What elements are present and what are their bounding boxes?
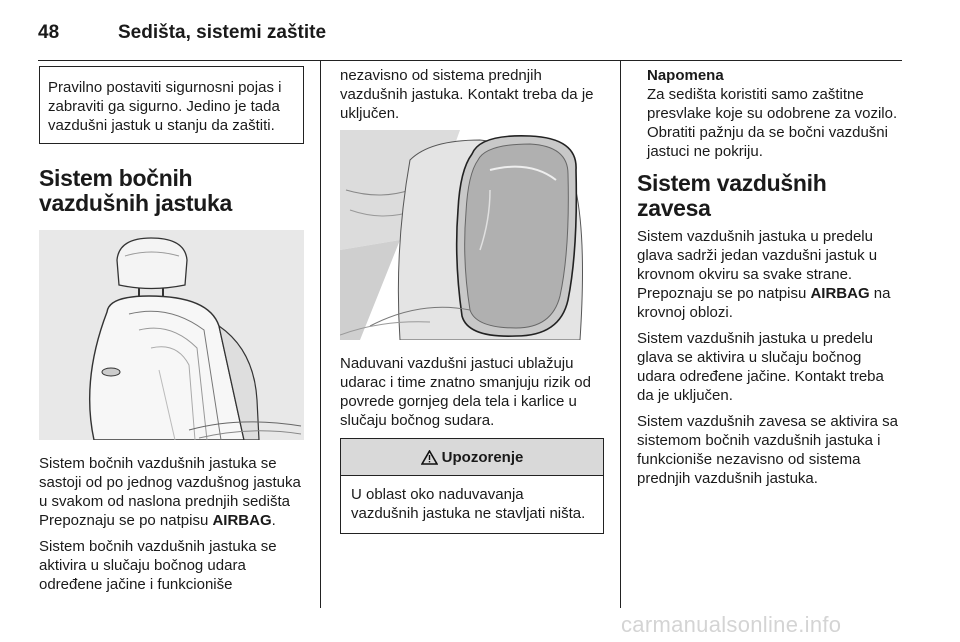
warning-triangle-icon (421, 450, 438, 465)
independent-system-text: nezavisno od sistema prednjih vazdušnih jastuka. Kontakt treba da je uključen. (340, 67, 594, 122)
inflated-side-airbag-illustration (340, 130, 604, 340)
side-airbag-activation: Sistem bočnih vazdušnih jastuka se aktivira u slučaju bočnog udara određene jačine i funkcioniše (39, 538, 277, 593)
watermark: carmanualsonline.info (621, 612, 842, 637)
curtain-airbag-description: Sistem vazdušnih jastuka u predelu glava sadrži jedan vazdušni jastuk u krovnom okviru sa svake strane. Prepoznaju se po natpisu AIRBAG na krovnoj oblozi. (637, 228, 891, 321)
seatbelt-notice-box (39, 66, 304, 144)
note-label: Napomena (647, 67, 724, 84)
warning-body (341, 476, 603, 533)
column-divider-1 (320, 60, 321, 608)
note-text: Za sedišta koristiti samo zaštitne presvlake koje su odobrene za vozilo. Obratiti pažnju da se bočni vazdušni jastuci ne pokriju. (647, 86, 898, 160)
airbag-label: AIRBAG (810, 285, 870, 302)
curtain-airbag-activation: Sistem vazdušnih jastuka u predelu glava se aktivira u slučaju bočnog udara određene jačine. Kontakt treba da je uključen. (637, 330, 884, 404)
seat-side-airbag-illustration (39, 230, 304, 440)
section-title: Sedišta, sistemi zaštite (118, 22, 327, 43)
warning-title: Upozorenje (441, 448, 524, 466)
curtain-airbag-combined: Sistem vazdušnih zavesa se aktivira sa sistemom bočnih vazdušnih jastuka i funkcioniše nezavisno od sistema prednjih vazdušnih jastuka. (637, 413, 898, 487)
inflated-airbag-description: Naduvani vazdušni jastuci ublažuju udarac i time znatno smanjuju rizik od povrede gornjeg dela tela i karlice u slučaju bočnog sudara. (340, 355, 591, 429)
column-divider-2 (620, 60, 621, 608)
warning-text: U oblast oko naduvavanja vazdušnih jastuka ne stavljati ništa. (351, 486, 586, 522)
seatbelt-notice-text: Pravilno postaviti sigurnosni pojas i zabraviti ga sigurno. Jedino je tada vazdušni jastuk u stanju da zaštiti. (48, 79, 282, 134)
side-airbag-description: Sistem bočnih vazdušnih jastuka se sastoji od po jednog vazdušnog jastuka u svakom od naslona prednjih sedišta Prepoznaju se po natpisu AIRBAG. (39, 455, 301, 529)
curtain-airbag-heading: Sistem vazdušnih zavesa (637, 170, 827, 221)
column-3 (637, 66, 903, 495)
side-airbag-heading: Sistem bočnih vazdušnih jastuka (39, 165, 233, 216)
header-rule (38, 60, 902, 61)
airbag-illustration (340, 130, 604, 340)
warning-box (340, 438, 604, 534)
page-number: 48 (38, 22, 60, 43)
warning-header (341, 439, 603, 476)
column-1 (39, 66, 304, 601)
note-block (637, 66, 903, 161)
column-2 (340, 66, 604, 534)
seat-illustration (39, 230, 304, 440)
airbag-label: AIRBAG (212, 512, 272, 529)
